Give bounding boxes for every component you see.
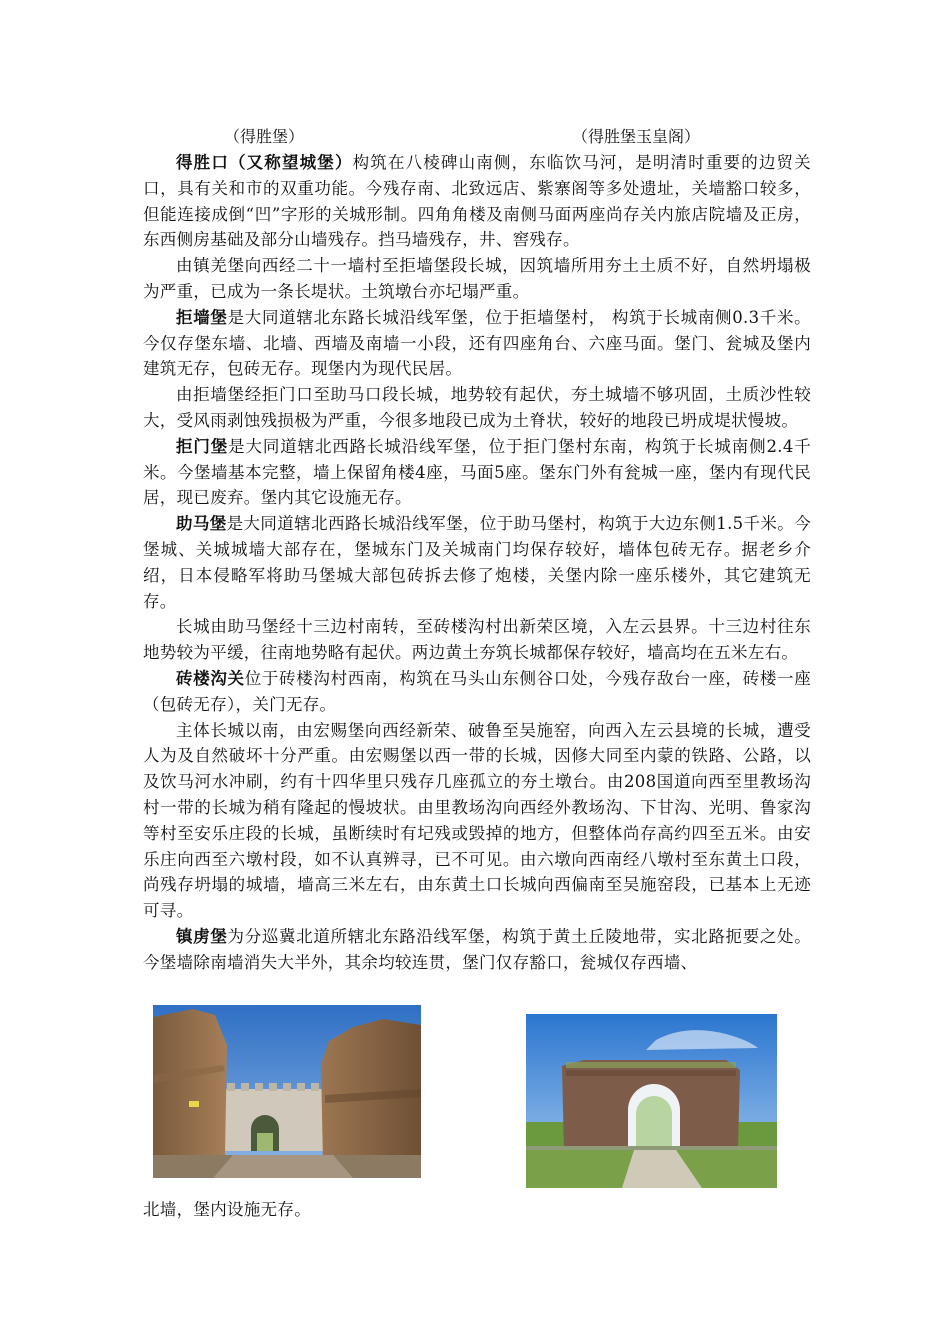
paragraph	[143, 253, 811, 305]
paragraph-text: 主体长城以南，由宏赐堡向西经新荣、破鲁至吴施窑，向西入左云县境的长城，遭受人为及自然破坏十分严重。由宏赐堡以西一带的长城，因修大同至内蒙的铁路、公路，以及饮马河水冲刷，约有十四华里只残存几座孤立的夯土墩台。由208国道向西至里教场沟村一带的长城为稍有隆起的慢坡状。由里教场沟向西经外教场沟、下甘沟、光明、鲁家沟等村至安乐庄段的长城，虽断续时有圮残或毁掉的地方，但整体尚存高约四至五米。由安乐庄向西至六墩村段，如不认真辨寻，已不可见。由六墩向西南经八墩村至东黄土口段，尚残存坍塌的城墙，墙高三米左右，由东黄土口长城向西偏南至吴施窑段，已基本上无迹可寻。	[143, 720, 811, 921]
paragraph-text: 为分巡冀北道所辖北东路沿线军堡，构筑于黄土丘陵地带，实北路扼要之处。今堡墙除南墙消失大半外，其余均较连贯，堡门仅存豁口，瓮城仅存西墙、	[143, 926, 812, 972]
paragraph-text: 长城由助马堡经十三边村南转，至砖楼沟村出新荣区境，入左云县界。十三边村往东地势较为平缓，往南地势略有起伏。两边黄土夯筑长城都保存较好，墙高均在五米左右。	[143, 617, 811, 663]
paragraph	[143, 305, 811, 382]
paragraph	[143, 511, 811, 614]
paragraph	[143, 614, 811, 666]
paragraph	[143, 924, 811, 976]
paragraph-text: 构筑在八棱碑山南侧，东临饮马河，是明清时重要的边贸关口，具有关和市的双重功能。今残存南、北致远店、紫寨阁等多处遗址，关墙豁口较多，但能连接成倒“凹”字形的关城形制。四角角楼及南侧马面两座尚存关内旅店院墙及正房，东西侧房基础及部分山墙残存。挡马墙残存，井、窖残存。	[143, 153, 811, 250]
paragraph-text: 是大同道辖北东路长城沿线军堡，位于拒墙堡村， 构筑于长城南侧0.3千米。今仅存堡东墙、北墙、西墙及南墙一小段，还有四座角台、六座马面。堡门、瓮城及堡内建筑无存，包砖无存。现堡内为现代民居。	[143, 307, 811, 379]
paragraph-text: 由拒墙堡经拒门口至助马口段长城，地势较有起伏，夯土城墙不够巩固，土质沙性较大，受风雨剥蚀残损极为严重，今很多地段已成为土脊状，较好的地段已坍成堤状慢坡。	[143, 385, 811, 430]
earthen-fort-gate-photo	[153, 1005, 421, 1178]
caption-yuhuangge: （得胜堡玉皇阁）	[572, 127, 701, 146]
paragraph-text: 位于砖楼沟村西南，构筑在马头山东侧谷口处，今残存敌台一座，砖楼一座（包砖无存），关门无存。	[143, 668, 812, 714]
paragraph	[143, 718, 811, 924]
caption-deshengbao: （得胜堡）	[224, 127, 305, 146]
paragraph-text: 是大同道辖北西路长城沿线军堡，位于助马堡村，构筑于大边东侧1.5千米。今堡城、关城城墙大部存在，堡城东门及关城南门均保存较好，墙体包砖无存。据老乡介绍，日本侵略军将助马堡城大部包砖拆去修了炮楼，关堡内除一座乐楼外，其它建筑无存。	[143, 514, 811, 611]
paragraph	[143, 382, 811, 434]
paragraph-heading: 拒墙堡	[176, 307, 228, 327]
paragraph	[143, 150, 811, 253]
paragraph-heading: 得胜口（又称望城堡）	[176, 153, 353, 172]
continued-text: 北墙，堡内设施无存。	[143, 1200, 311, 1219]
paragraph-text: 是大同道辖北西路长城沿线军堡，位于拒门堡村东南，构筑于长城南侧2.4千米。今堡墙基本完整，墙上保留角楼4座，马面5座。堡东门外有瓮城一座，堡内有现代民居，现已废弃。堡内其它设施无存。	[143, 436, 811, 508]
paragraph-heading: 助马堡	[176, 514, 227, 534]
paragraph-heading: 砖楼沟关	[176, 668, 245, 688]
paragraph	[143, 434, 811, 511]
photo-captions	[140, 124, 820, 150]
paragraph-heading: 拒门堡	[176, 436, 229, 456]
paragraph-text: 由镇羌堡向西经二十一墙村至拒墙堡段长城，因筑墙所用夯土土质不好，自然坍塌极为严重，已成为一条长堤状。土筑墩台亦圮塌严重。	[143, 256, 811, 301]
article-body	[143, 150, 811, 976]
paragraph-heading: 镇虏堡	[176, 926, 228, 946]
paragraph	[143, 666, 811, 718]
brick-arch-gate-photo	[526, 1014, 777, 1188]
